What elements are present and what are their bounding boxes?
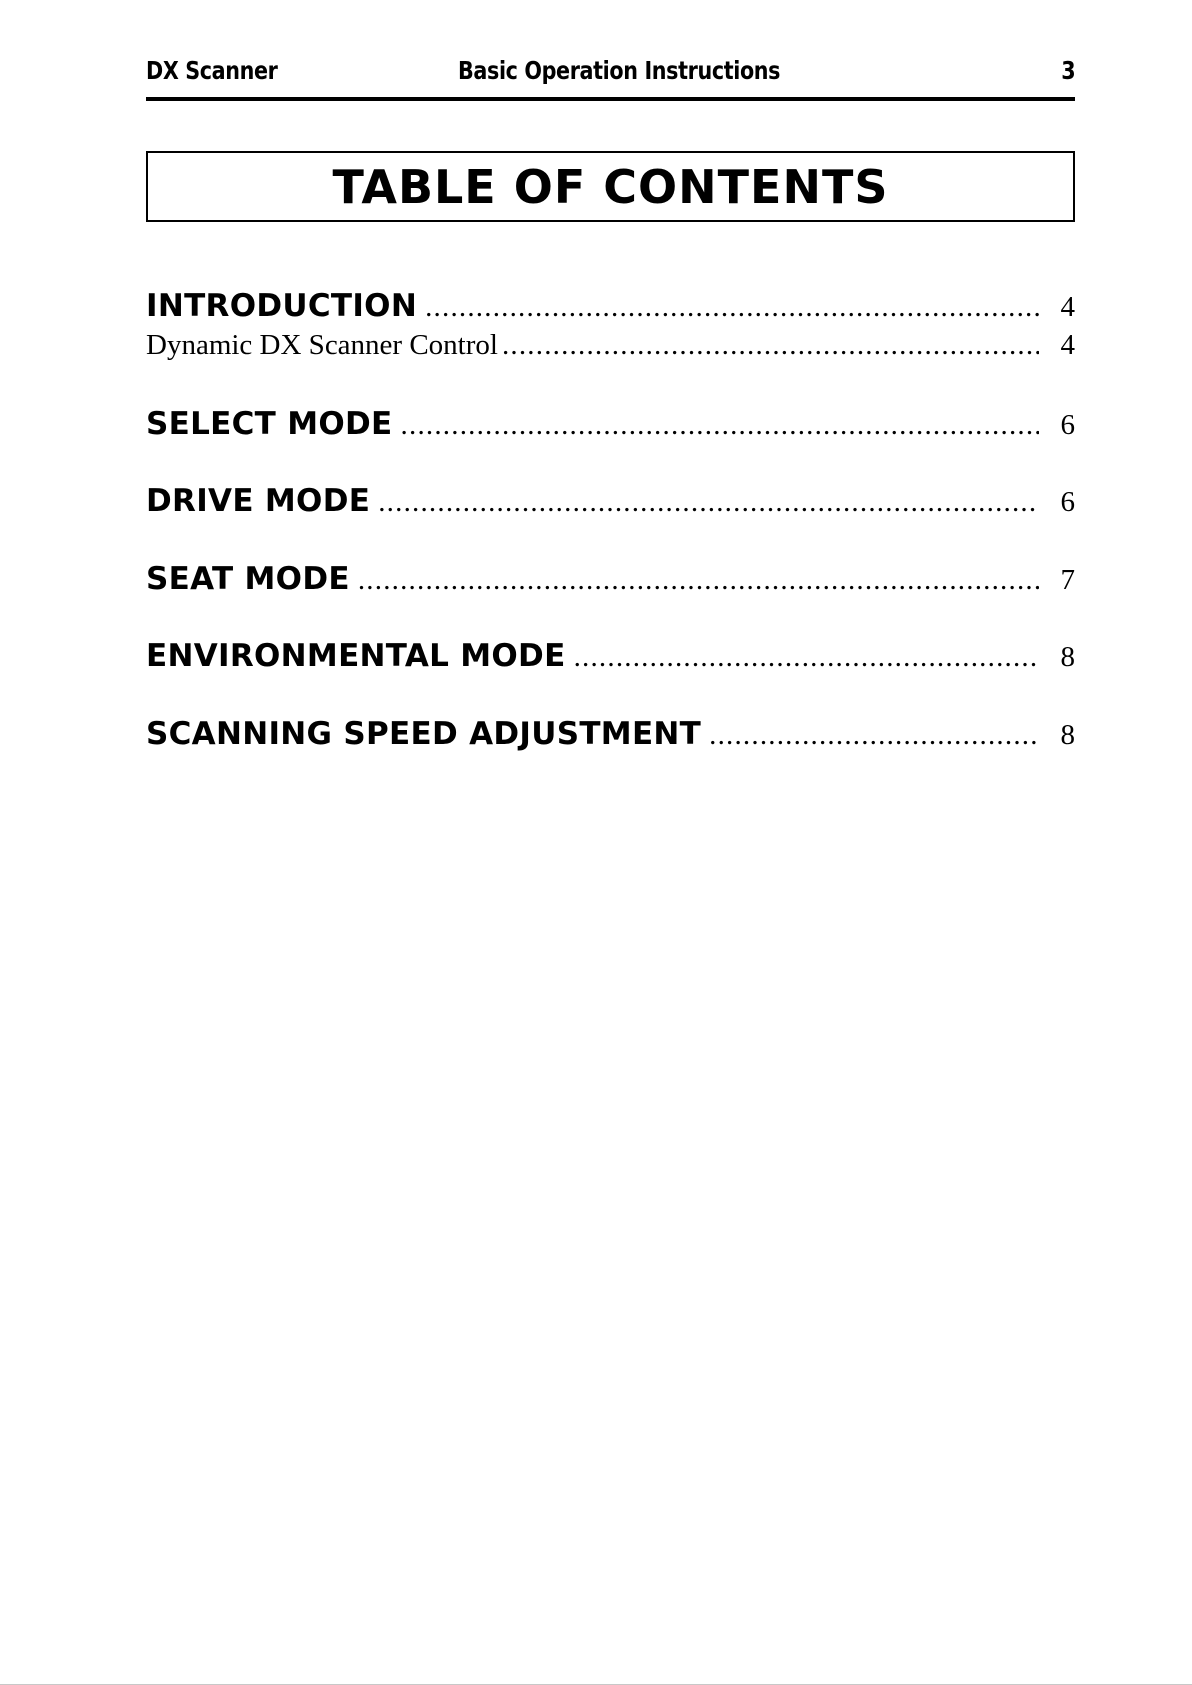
- toc-entry-label: ENVIRONMENTAL MODE: [146, 638, 566, 674]
- toc-dot-leader: [502, 329, 1039, 362]
- header-product-name: DX Scanner: [146, 56, 278, 85]
- running-header: [146, 56, 1075, 92]
- toc-entry-environmental-mode[interactable]: [146, 638, 1075, 674]
- toc-entry-seat-mode[interactable]: [146, 561, 1075, 597]
- page-title: TABLE OF CONTENTS: [332, 159, 889, 214]
- toc-entry-label: Dynamic DX Scanner Control: [146, 329, 498, 361]
- toc-entry-page: 4: [1060, 291, 1075, 323]
- toc-entry-drive-mode[interactable]: [146, 483, 1075, 519]
- toc-entry-label: SELECT MODE: [146, 406, 393, 442]
- toc-entry-page: 7: [1060, 564, 1075, 596]
- header-rule: [146, 97, 1075, 101]
- toc-entry-page: 8: [1060, 719, 1075, 751]
- toc-dot-leader: [574, 641, 1039, 674]
- toc-entry-page: 6: [1060, 486, 1075, 518]
- toc-entry-scanning-speed-adjustment[interactable]: [146, 716, 1075, 752]
- header-document-title: Basic Operation Instructions: [458, 56, 781, 85]
- toc-entry-page: 6: [1060, 409, 1075, 441]
- toc-dot-leader: [358, 564, 1039, 597]
- toc-dot-leader: [709, 719, 1039, 752]
- toc-entry-label: SCANNING SPEED ADJUSTMENT: [146, 716, 702, 752]
- toc-entry-select-mode[interactable]: [146, 406, 1075, 442]
- toc-entry-page: 8: [1060, 641, 1075, 673]
- toc-entry-page: 4: [1060, 329, 1075, 361]
- title-box: [146, 151, 1075, 222]
- toc-entry-dynamic-dx-scanner-control[interactable]: [146, 329, 1075, 362]
- toc-dot-leader: [401, 409, 1039, 442]
- toc-entry-label: DRIVE MODE: [146, 483, 371, 519]
- header-page-number: 3: [1060, 56, 1075, 85]
- toc-entry-label: SEAT MODE: [146, 561, 350, 597]
- toc-dot-leader: [378, 486, 1039, 519]
- toc-entry-label: INTRODUCTION: [146, 288, 418, 324]
- toc-entry-introduction[interactable]: [146, 288, 1075, 324]
- toc-dot-leader: [425, 291, 1039, 324]
